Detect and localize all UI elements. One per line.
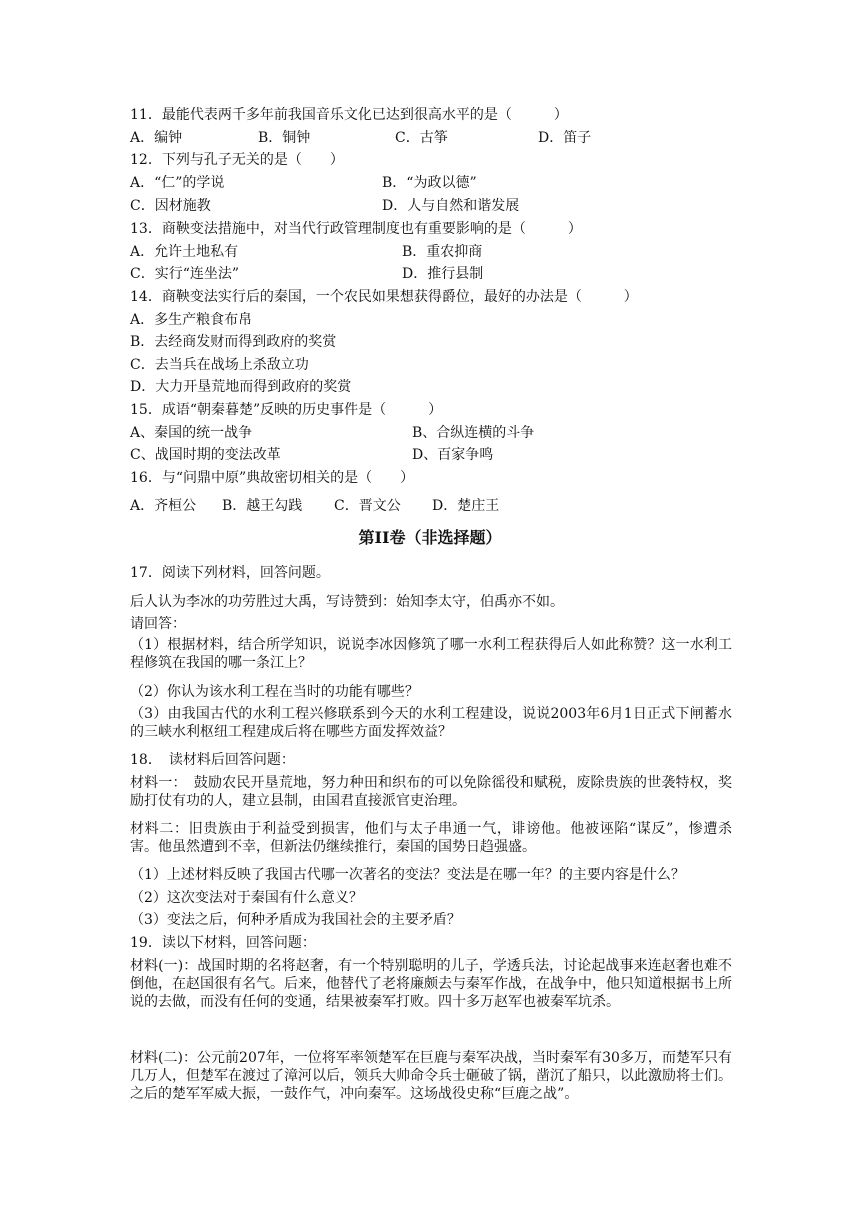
q13-option-a: A．允许土地私有 (130, 244, 239, 260)
q17-sub2: （2）你认为该水利工程在当时的功能有哪些？ (130, 684, 419, 700)
q18-title: 18． 读材料后回答问题： (130, 752, 295, 768)
q14-option-b: B．去经商发财而得到政府的奖赏 (130, 334, 337, 350)
q11-option-b: B．铜钟 (258, 130, 311, 146)
section-title: 第II卷（非选择题） (358, 528, 502, 547)
q19-material1: 材料(一)：战国时期的名将赵奢，有一个特别聪明的儿子，学透兵法，讨论起战事来连赵奢也难不倒他，在赵国很有名气。后来，他替代了老将廉颇去与秦军作战，在战争中，他只知道根据书上所说的去做，而没有任何的变通，结果被秦军打败。四十多万赵军也被秦军坑杀。 (130, 958, 732, 1010)
q13-option-b: B．重农抑商 (402, 244, 483, 260)
q18-sub3: （3）变法之后，何种矛盾成为我国社会的主要矛盾？ (130, 912, 461, 928)
q18-material1: 材料一： 鼓励农民开垦荒地，努力种田和织布的可以免除徭役和赋税，废除贵族的世袭特权，奖励打仗有功的人，建立县制，由国君直接派官吏治理。 (130, 775, 732, 809)
q11-stem: 11．最能代表两千多年前我国音乐文化已达到很高水平的是（ ） (130, 107, 568, 123)
q19-title: 19．读以下材料，回答问题： (130, 935, 316, 951)
q11-option-a: A．编钟 (130, 130, 183, 146)
q15-option-c: C、战国时期的变法改革 (130, 447, 281, 463)
q12-option-b: B．“为政以德” (382, 175, 477, 191)
q14-stem: 14．商鞅变法实行后的秦国，一个农民如果想获得爵位，最好的办法是（ ） (130, 289, 638, 305)
q17-sub3: （3）由我国古代的水利工程兴修联系到今天的水利工程建设，说说2003年6月1日正式下闸蓄水的三峡水利枢纽工程建成后将在哪些方面发挥效益？ (130, 706, 732, 740)
q13-stem: 13．商鞅变法措施中，对当代行政管理制度也有重要影响的是（ ） (130, 221, 582, 237)
q13-option-d: D．推行县制 (402, 266, 484, 282)
q16-option-b: B．越王勾践 (222, 498, 303, 514)
q15-option-b: B、合纵连横的斗争 (412, 425, 535, 441)
q13-option-c: C．实行“连坐法” (130, 266, 240, 282)
q16-option-a: A．齐桓公 (130, 498, 197, 514)
q16-option-d: D．楚庄王 (432, 498, 500, 514)
q12-stem: 12．下列与孔子无关的是（ ） (130, 152, 344, 168)
q15-option-d: D、百家争鸣 (412, 447, 494, 463)
q15-stem: 15．成语“朝秦暮楚”反映的历史事件是（ ） (130, 402, 443, 418)
q11-option-d: D．笛子 (538, 130, 592, 146)
q11-option-c: C．古筝 (395, 130, 448, 146)
q15-option-a: A、秦国的统一战争 (130, 425, 253, 441)
q14-option-a: A．多生产粮食布帛 (130, 312, 253, 328)
q14-option-c: C．去当兵在战场上杀敌立功 (130, 357, 309, 373)
q17-prompt: 请回答： (130, 616, 186, 632)
q17-sub1: （1）根据材料，结合所学知识，说说李冰因修筑了哪一水利工程获得后人如此称赞？这一水利工程修筑在我国的哪一条江上？ (130, 637, 732, 671)
q14-option-d: D．大力开垦荒地而得到政府的奖赏 (130, 379, 352, 395)
q12-option-c: C．因材施教 (130, 198, 211, 214)
q18-sub2: （2）这次变法对于秦国有什么意义？ (130, 890, 363, 906)
q16-stem: 16．与“问鼎中原”典故密切相关的是（ ） (130, 470, 415, 486)
q18-sub1: （1）上述材料反映了我国古代哪一次著名的变法？变法是在哪一年？的主要内容是什么？ (130, 867, 685, 883)
q18-material2: 材料二：旧贵族由于利益受到损害，他们与太子串通一气，诽谤他。他被诬陷“谋反”，惨遭杀害。他虽然遭到不幸，但新法仍继续推行，秦国的国势日趋强盛。 (130, 821, 732, 855)
q12-option-d: D．人与自然和谐发展 (382, 198, 520, 214)
q17-title: 17．阅读下列材料，回答问题。 (130, 565, 330, 581)
q16-option-c: C．晋文公 (334, 498, 401, 514)
q17-material: 后人认为李冰的功劳胜过大禹，写诗赞到：始知李太守，伯禹亦不如。 (130, 594, 564, 610)
q12-option-a: A．“仁”的学说 (130, 175, 225, 191)
q19-material2: 材料(二)：公元前207年，一位将军率领楚军在巨鹿与秦军决战，当时秦军有30多万，而楚军只有几万人，但楚军在渡过了漳河以后，领兵大帅命令兵士砸破了锅，凿沉了船只，以此激励将士们。之后的楚军军威大振，一鼓作气，冲向秦军。这场战役史称“巨鹿之战”。 (130, 1050, 732, 1102)
